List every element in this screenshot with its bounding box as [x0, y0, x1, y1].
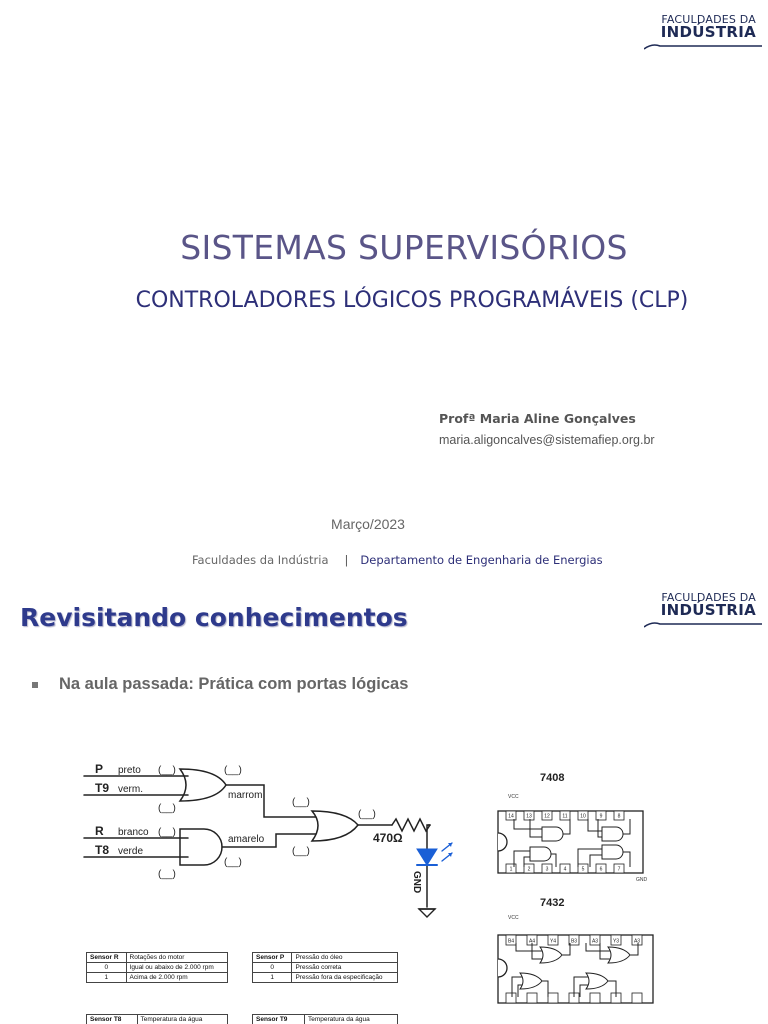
- slide-footer: [192, 553, 603, 567]
- chip-7432-top-pin-label: A3: [633, 938, 641, 945]
- author-name: Profª Maria Aline Gonçalves: [439, 411, 636, 426]
- author-email: maria.aligoncalves@sistemafiep.org.br: [439, 433, 655, 447]
- footer-separator: |: [344, 553, 349, 567]
- or2-in1-blank: (__): [292, 797, 310, 808]
- chip-7432-bottom-pin: [527, 993, 537, 1003]
- chip-7408-bottom-pin-label: 4: [563, 866, 567, 873]
- input-t8-blank: (__): [158, 869, 176, 880]
- resistor-label: 470Ω: [373, 831, 403, 845]
- chip-7432-top-pin-label: Y4: [549, 938, 557, 945]
- chip-7408-vcc: VCC: [508, 794, 519, 800]
- chip-7432-top-pin-label: A3: [591, 938, 599, 945]
- wire-amarelo: amarelo: [228, 834, 265, 845]
- chip-7408-body: [498, 811, 643, 873]
- or1-out-blank: (__): [224, 765, 242, 776]
- input-r-label: R: [95, 824, 104, 838]
- chip-7432-bottom-pin: [506, 993, 516, 1003]
- chip-7408-bottom-pin-label: 7: [617, 866, 621, 873]
- chip-7408-bottom-pin-label: 2: [527, 866, 531, 873]
- chip-7408-bottom-pin-label: 3: [545, 866, 549, 873]
- logo-line1: FACULDADES DA: [661, 591, 756, 604]
- chip-7408-top-pin-label: 10: [580, 813, 586, 820]
- table-cell: 1: [253, 973, 292, 983]
- table-header-row: [253, 1015, 398, 1024]
- logo-swoosh-icon: [644, 39, 762, 51]
- chip-7408-bottom-pin-label: 6: [599, 866, 603, 873]
- slide-title: SISTEMAS SUPERVISÓRIOS: [180, 228, 628, 267]
- input-p-wire: preto: [118, 765, 141, 776]
- bullet-item: [32, 675, 408, 694]
- table-row: [87, 963, 228, 973]
- input-p-blank: (__): [158, 765, 176, 776]
- faculdades-logo: [644, 591, 762, 631]
- table-cell: Pressão correta: [292, 963, 398, 973]
- slide-subtitle: CONTROLADORES LÓGICOS PROGRAMÁVEIS (CLP): [135, 288, 689, 313]
- presentation-date: Março/2023: [331, 516, 405, 532]
- chip-7408-bottom-pin-label: 1: [509, 866, 513, 873]
- table-cell: 0: [253, 963, 292, 973]
- ground-icon: [419, 909, 435, 917]
- led-icon: [417, 843, 452, 865]
- slide-title: Revisitando conhecimentos: [20, 603, 408, 632]
- input-t8-wire: verde: [118, 846, 144, 857]
- ic-chip-diagrams: [490, 769, 660, 1024]
- chip-7432-bottom-pin: [590, 993, 600, 1003]
- table-header-row: [87, 953, 228, 963]
- or2-in2-blank: (__): [292, 846, 310, 857]
- input-p-label: P: [95, 762, 104, 776]
- table-sensor-t8: [86, 1014, 228, 1024]
- chip-7408-top-pin-label: 9: [599, 813, 603, 820]
- chip-7408-top-pin-label: 11: [562, 813, 568, 820]
- table-cell: Sensor T9: [253, 1015, 305, 1024]
- table-cell: 1: [87, 973, 127, 983]
- bullet-square-icon: [32, 682, 38, 688]
- logo-line2: INDÚSTRIA: [660, 23, 756, 41]
- logo-swoosh-icon: [644, 617, 762, 629]
- table-sensor-p: [252, 952, 398, 983]
- gnd-label: GND: [411, 871, 422, 894]
- chip-7408-top-pin-label: 8: [617, 813, 621, 820]
- chip-7408-label: 7408: [540, 772, 565, 784]
- chip-7432-top-pin-label: Y3: [612, 938, 620, 945]
- logo-line2: INDÚSTRIA: [660, 601, 756, 619]
- chip-7432-top-pin-label: A4: [528, 938, 536, 945]
- table-cell: Temperatura da água: [137, 1015, 227, 1024]
- and-out-blank: (__): [224, 857, 242, 868]
- or2-out-blank: (__): [358, 809, 376, 820]
- chip-7432-bottom-pin: [632, 993, 642, 1003]
- footer-department: Departamento de Engenharia de Energias: [360, 553, 603, 567]
- logo-line1: FACULDADES DA: [661, 13, 756, 26]
- table-sensor-t9: [252, 1014, 398, 1024]
- table-cell: Sensor T8: [87, 1015, 138, 1024]
- input-t9-blank: (__): [158, 803, 176, 814]
- chip-7408-bottom-pin-label: 5: [581, 866, 585, 873]
- chip-7408-gnd: GND: [636, 877, 648, 883]
- chip-7432-body: [498, 935, 653, 1003]
- chip-7432-vcc: VCC: [508, 915, 519, 921]
- faculdades-logo: [644, 13, 762, 53]
- table-cell: Igual ou abaixo de 2.000 rpm: [126, 963, 227, 973]
- chip-7432-top-pin-label: B3: [570, 938, 578, 945]
- input-t8-label: T8: [95, 843, 110, 857]
- logic-circuit-diagram: [80, 759, 480, 919]
- chip-7408-top-pins: [506, 811, 624, 820]
- table-cell: Sensor P: [253, 953, 292, 963]
- content-slide: [0, 584, 768, 1024]
- input-t9-label: T9: [95, 781, 110, 795]
- table-sensor-r: [86, 952, 228, 983]
- input-r-wire: branco: [118, 827, 149, 838]
- chip-7408-top-pin-label: 12: [544, 813, 550, 820]
- table-row: [253, 973, 398, 983]
- table-row: [253, 963, 398, 973]
- chip-7432-label: 7432: [540, 897, 565, 909]
- input-r-blank: (__): [158, 827, 176, 838]
- table-cell: Acima de 2.000 rpm: [126, 973, 227, 983]
- table-row: [87, 973, 228, 983]
- table-cell: Pressão fora da especificação: [292, 973, 398, 983]
- input-t9-wire: verm.: [118, 784, 143, 795]
- table-header-row: [87, 1015, 228, 1024]
- footer-institution: Faculdades da Indústria: [192, 553, 329, 567]
- table-cell: Temperatura da água: [304, 1015, 397, 1024]
- chip-7432-bottom-pin: [548, 993, 558, 1003]
- chip-7432-top-pin-label: B4: [507, 938, 515, 945]
- chip-7408-top-pin-label: 14: [508, 813, 514, 820]
- wire-marrom: marrom: [228, 790, 263, 801]
- bullet-text: Na aula passada: Prática com portas lógicas: [59, 675, 409, 693]
- chip-7408-top-pin-label: 13: [526, 813, 532, 820]
- table-cell: Rotações do motor: [126, 953, 227, 963]
- table-cell: 0: [87, 963, 127, 973]
- table-cell: Pressão do óleo: [292, 953, 398, 963]
- table-cell: Sensor R: [87, 953, 127, 963]
- table-header-row: [253, 953, 398, 963]
